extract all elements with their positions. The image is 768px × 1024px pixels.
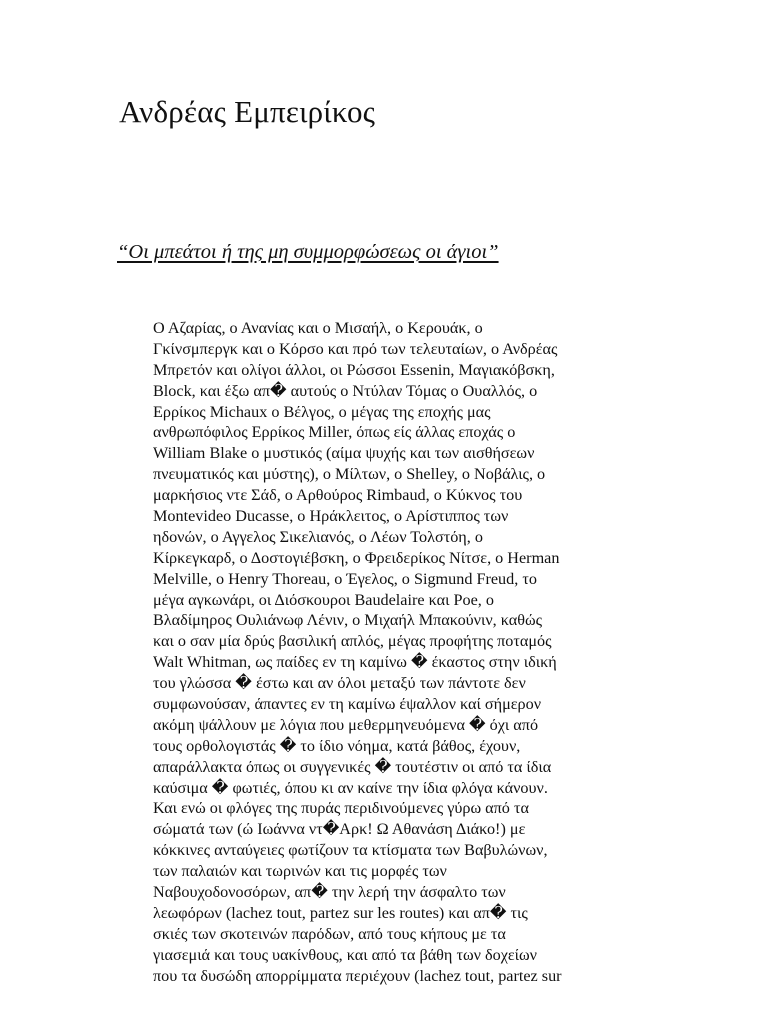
text-line: Κίρκεγκαρδ, ο Δοστογιέβσκη, ο Φρειδερίκος Νίτσε, ο Herman	[153, 548, 560, 567]
text-line: σώματά των (ώ Ιωάννα ντ�Αρκ! Ω Αθανάση Διάκο!) με	[153, 820, 526, 839]
text-line: ηδονών, ο Αγγελος Σικελιανός, ο Λέων Τολστόη, ο	[153, 527, 483, 546]
text-line: Ερρίκος Michaux ο Βέλγος, ο μέγας της εποχής μας	[153, 402, 491, 421]
text-line: γιασεμιά και τους υακίνθους, και από τα βάθη των δοχείων	[153, 945, 538, 964]
text-line: μέγα αγκωνάρι, οι Διόσκουροι Baudelaire και Poe, ο	[153, 590, 494, 609]
text-line: καύσιμα � φωτιές, όπου κι αν καίνε την ίδια φλόγα κάνουν.	[153, 778, 548, 797]
text-line: Montevideo Ducasse, ο Ηράκλειτος, ο Αρίστιππος των	[153, 507, 509, 526]
text-line: πνευματικός και μύστης), ο Μίλτων, ο Shelley, ο Νοβάλις, ο	[153, 465, 546, 484]
text-line: Και ενώ οι φλόγες της πυράς περιδινούμενες γύρω από τα	[153, 799, 529, 818]
body-text	[153, 318, 623, 987]
text-line: που τα δυσώδη απορρίμματα περιέχουν (lachez tout, partez sur	[153, 966, 562, 985]
text-line: ακόμη ψάλλουν με λόγια που μεθερμηνευόμενα � όχι από	[153, 715, 539, 734]
text-line: Walt Whitman, ως παίδες εν τη καμίνω � έκαστος στην ιδική	[153, 653, 557, 672]
text-line: William Blake ο μυστικός (αίμα ψυχής και των αισθήσεων	[153, 444, 535, 463]
text-line: και ο σαν μία δρύς βασιλική απλός, μέγας προφήτης ποταμός	[153, 632, 552, 651]
poem-title: “Οι μπεάτοι ή της μη συμμορφώσεως οι άγιοι”	[117, 241, 499, 263]
text-line: μαρκήσιος ντε Σάδ, ο Αρθούρος Rimbaud, ο Κύκνος του	[153, 486, 523, 505]
text-line: ανθρωπόφιλος Ερρίκος Miller, όπως είς άλλας εποχάς ο	[153, 423, 516, 442]
text-line: σκιές των σκοτεινών παρόδων, από τους κήπους με τα	[153, 924, 506, 943]
text-line: Βλαδίμηρος Ουλιάνωφ Λένιν, ο Μιχαήλ Μπακούνιν, καθώς	[153, 611, 543, 630]
text-line: τους ορθολογιστάς � το ίδιο νόημα, κατά βάθος, έχουν,	[153, 736, 521, 755]
text-line: απαράλλακτα όπως οι συγγενικές � τουτέστιν οι από τα ίδια	[153, 757, 552, 776]
text-line: Ναβουχοδονοσόρων, απ� την λερή την άσφαλτο των	[153, 883, 506, 902]
text-line: των παλαιών και τωρινών και τις μορφές των	[153, 862, 447, 881]
text-line: Ο Αζαρίας, ο Ανανίας και ο Μισαήλ, ο Κερουάκ, ο	[153, 319, 483, 337]
text-line: λεωφόρων (lachez tout, partez sur les routes) και απ� τις	[153, 903, 528, 922]
text-line: του γλώσσα � έστω και αν όλοι μεταξύ των πάντοτε δεν	[153, 674, 526, 693]
text-line: Μπρετόν και ολίγοι άλλοι, οι Ρώσσοι Essenin, Μαγιακόβσκη,	[153, 360, 555, 379]
text-line: συμφωνούσαν, άπαντες εν τη καμίνω έψαλλον καί σήμερον	[153, 695, 542, 714]
author-heading: Ανδρέας Εμπειρίκος	[119, 94, 376, 129]
text-line: Melville, ο Henry Thoreau, ο Έγελος, ο Sigmund Freud, το	[153, 569, 537, 588]
text-line: κόκκινες ανταύγειες φωτίζουν τα κτίσματα των Βαβυλώνων,	[153, 841, 548, 860]
text-line: Block, και έξω απ� αυτούς ο Ντύλαν Τόμας ο Ουαλλός, ο	[153, 381, 538, 400]
text-line: Γκίνσμπεργκ και ο Κόρσο και πρό των τελευταίων, ο Ανδρέας	[153, 339, 558, 358]
